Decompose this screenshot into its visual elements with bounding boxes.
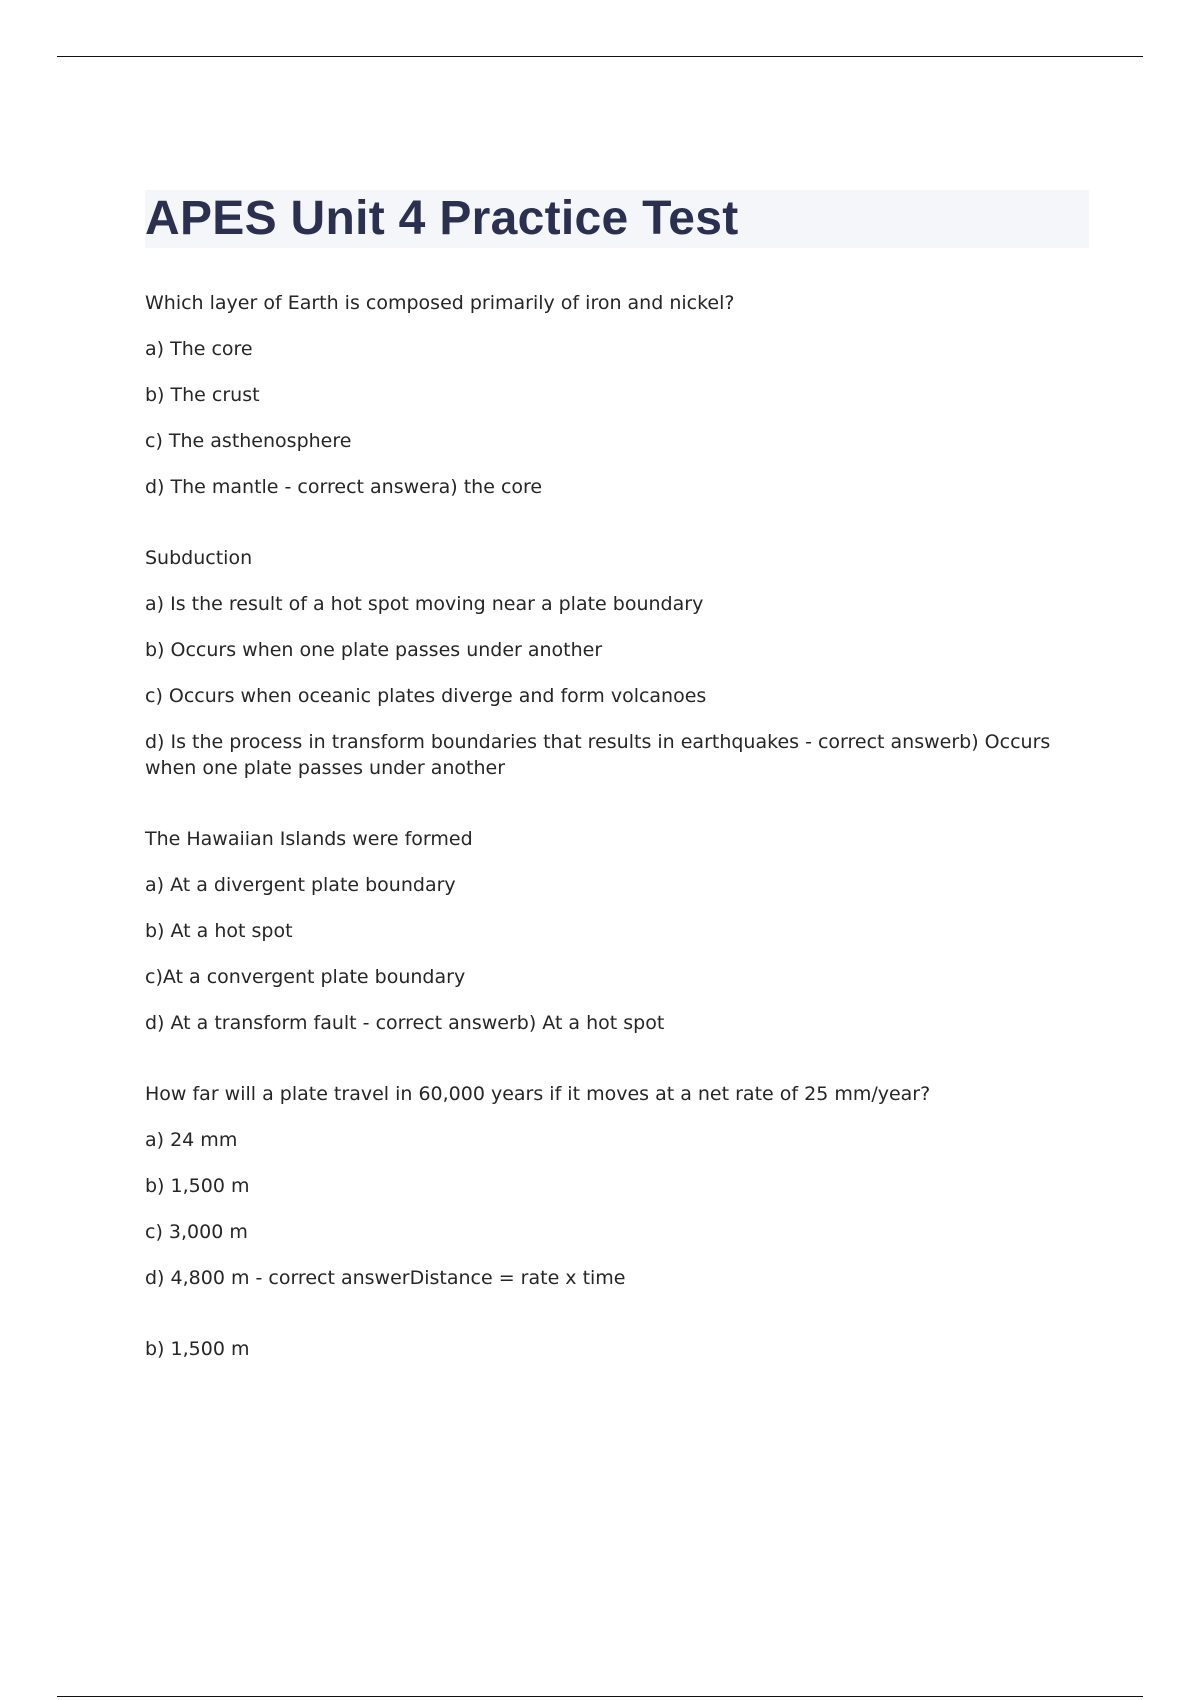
question-prompt: The Hawaiian Islands were formed [145, 828, 473, 850]
answer-option: d) 4,800 m - correct answerDistance = rate x time [145, 1267, 626, 1289]
answer-option: a) The core [145, 338, 253, 360]
top-rule [57, 56, 1143, 57]
bottom-rule [57, 1696, 1143, 1697]
answer-option: a) 24 mm [145, 1129, 238, 1151]
answer-option: c) Occurs when oceanic plates diverge and form volcanoes [145, 685, 707, 707]
answer-option: b) 1,500 m [145, 1175, 250, 1197]
question-prompt: Which layer of Earth is composed primarily of iron and nickel? [145, 292, 735, 314]
answer-option: c)At a convergent plate boundary [145, 966, 466, 988]
answer-option: c) 3,000 m [145, 1221, 248, 1243]
question-prompt: How far will a plate travel in 60,000 years if it moves at a net rate of 25 mm/year? [145, 1083, 931, 1105]
question-block [145, 545, 1065, 781]
answer-option: a) At a divergent plate boundary [145, 874, 456, 896]
answer-option: b) The crust [145, 384, 260, 406]
answer-option: a) Is the result of a hot spot moving near a plate boundary [145, 593, 704, 615]
question-block [145, 826, 1065, 1036]
answer-option: d) At a transform fault - correct answerb) At a hot spot [145, 1012, 665, 1034]
question-prompt: Subduction [145, 547, 253, 569]
answer-option: b) At a hot spot [145, 920, 293, 942]
document-body [145, 290, 1065, 1381]
question-block [145, 1081, 1065, 1291]
page-title: APES Unit 4 Practice Test [145, 192, 739, 245]
answer-option: c) The asthenosphere [145, 430, 352, 452]
trailing-answer: b) 1,500 m [145, 1338, 250, 1360]
answer-option: d) The mantle - correct answera) the core [145, 476, 543, 498]
question-block [145, 290, 1065, 500]
answer-option: d) Is the process in transform boundaries that results in earthquakes - correct answerb) Occurs when one plate passes under another [145, 731, 1051, 779]
answer-option: b) Occurs when one plate passes under another [145, 639, 603, 661]
